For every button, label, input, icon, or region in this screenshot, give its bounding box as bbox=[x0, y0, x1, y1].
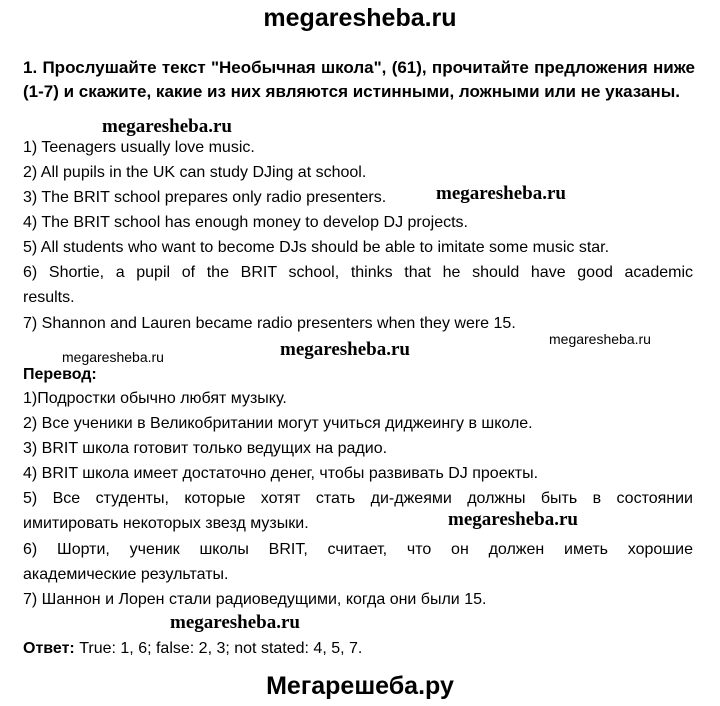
translation-4: 4) BRIT школа имеет достаточно денег, чтобы развивать DJ проекты. bbox=[23, 465, 539, 482]
watermark: megaresheba.ru bbox=[436, 183, 566, 204]
translation-label: Перевод: bbox=[23, 366, 97, 383]
watermark: megaresheba.ru bbox=[549, 331, 651, 347]
watermark: megaresheba.ru bbox=[102, 116, 232, 137]
statement-1: 1) Teenagers usually love music. bbox=[23, 139, 255, 156]
translation-6-cont: академические результаты. bbox=[23, 566, 229, 583]
translation-2: 2) Все ученики в Великобритании могут учиться диджеингу в школе. bbox=[23, 415, 533, 432]
task-instruction: 1. Прослушайте текст "Необычная школа", (61), прочитайте предложения ниже (1-7) и скажите, какие из них являются истинными, ложными или не указаны. bbox=[23, 58, 695, 101]
watermark: megaresheba.ru bbox=[62, 349, 164, 365]
translation-3: 3) BRIT школа готовит только ведущих на радио. bbox=[23, 440, 388, 457]
answer bbox=[23, 640, 362, 658]
answer-text: True: 1, 6; false: 2, 3; not stated: 4, 5, 7. bbox=[74, 640, 363, 657]
watermark: megaresheba.ru bbox=[448, 509, 578, 530]
watermark: megaresheba.ru bbox=[280, 339, 410, 360]
watermark: megaresheba.ru bbox=[170, 612, 300, 633]
translation-6: 6) Шорти, ученик школы BRIT, считает, что он должен иметь хорошие bbox=[23, 541, 693, 558]
statement-2: 2) All pupils in the UK can study DJing at school. bbox=[23, 164, 367, 181]
statement-6: 6) Shortie, a pupil of the BRIT school, thinks that he should have good academic bbox=[23, 264, 693, 281]
site-footer: Мегарешеба.ру bbox=[266, 672, 454, 700]
translation-7: 7) Шаннон и Лорен стали радиоведущими, когда они были 15. bbox=[23, 591, 487, 608]
translation-5-cont: имитировать некоторых звезд музыки. bbox=[23, 515, 309, 532]
statement-7: 7) Shannon and Lauren became radio presenters when they were 15. bbox=[23, 315, 516, 332]
site-header: megaresheba.ru bbox=[263, 4, 457, 32]
translation-5: 5) Все студенты, которые хотят стать ди-джеями должны быть в состоянии bbox=[23, 490, 693, 507]
statement-3: 3) The BRIT school prepares only radio presenters. bbox=[23, 189, 387, 206]
statement-5: 5) All students who want to become DJs should be able to imitate some music star. bbox=[23, 239, 610, 256]
translation-1: 1)Подростки обычно любят музыку. bbox=[23, 390, 287, 407]
answer-label: Ответ: bbox=[23, 640, 75, 657]
statement-6-cont: results. bbox=[23, 289, 75, 306]
statement-4: 4) The BRIT school has enough money to develop DJ projects. bbox=[23, 214, 468, 231]
